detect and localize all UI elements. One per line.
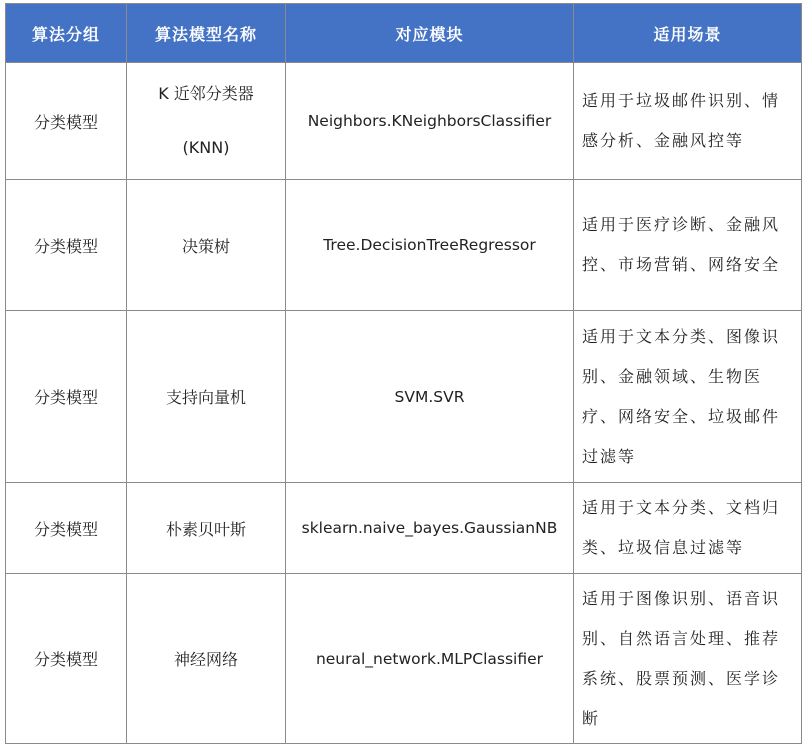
cell-group: 分类模型	[6, 63, 127, 180]
cell-group: 分类模型	[6, 483, 127, 574]
model-name-line2: (KNN)	[182, 138, 230, 157]
algorithm-table	[5, 3, 802, 744]
cell-scenario: 适用于文本分类、文档归类、垃圾信息过滤等	[574, 483, 802, 574]
cell-scenario: 适用于图像识别、语音识别、自然语言处理、推荐系统、股票预测、医学诊断	[574, 574, 802, 744]
table-row	[6, 311, 802, 483]
table-header	[6, 4, 802, 63]
cell-scenario: 适用于文本分类、图像识别、金融领域、生物医疗、网络安全、垃圾邮件过滤等	[574, 311, 802, 483]
table-row	[6, 574, 802, 744]
table-row	[6, 483, 802, 574]
header-model-name: 算法模型名称	[127, 4, 286, 63]
cell-model-name: 朴素贝叶斯	[127, 483, 286, 574]
cell-model-name: 决策树	[127, 180, 286, 311]
cell-module: Neighbors.KNeighborsClassifier	[286, 63, 574, 180]
cell-group: 分类模型	[6, 311, 127, 483]
table-row	[6, 180, 802, 311]
header-module: 对应模块	[286, 4, 574, 63]
cell-group: 分类模型	[6, 180, 127, 311]
cell-model-name	[127, 63, 286, 180]
cell-model-name: 神经网络	[127, 574, 286, 744]
cell-module: SVM.SVR	[286, 311, 574, 483]
cell-model-name: 支持向量机	[127, 311, 286, 483]
cell-module: sklearn.naive_bayes.GaussianNB	[286, 483, 574, 574]
header-row	[6, 4, 802, 63]
cell-group: 分类模型	[6, 574, 127, 744]
header-scenario: 适用场景	[574, 4, 802, 63]
cell-module: Tree.DecisionTreeRegressor	[286, 180, 574, 311]
cell-module: neural_network.MLPClassifier	[286, 574, 574, 744]
model-name-line1: K 近邻分类器	[158, 84, 254, 103]
table-row	[6, 63, 802, 180]
cell-scenario: 适用于医疗诊断、金融风控、市场营销、网络安全	[574, 180, 802, 311]
header-algorithm-group: 算法分组	[6, 4, 127, 63]
table-body	[6, 63, 802, 744]
cell-scenario: 适用于垃圾邮件识别、情感分析、金融风控等	[574, 63, 802, 180]
